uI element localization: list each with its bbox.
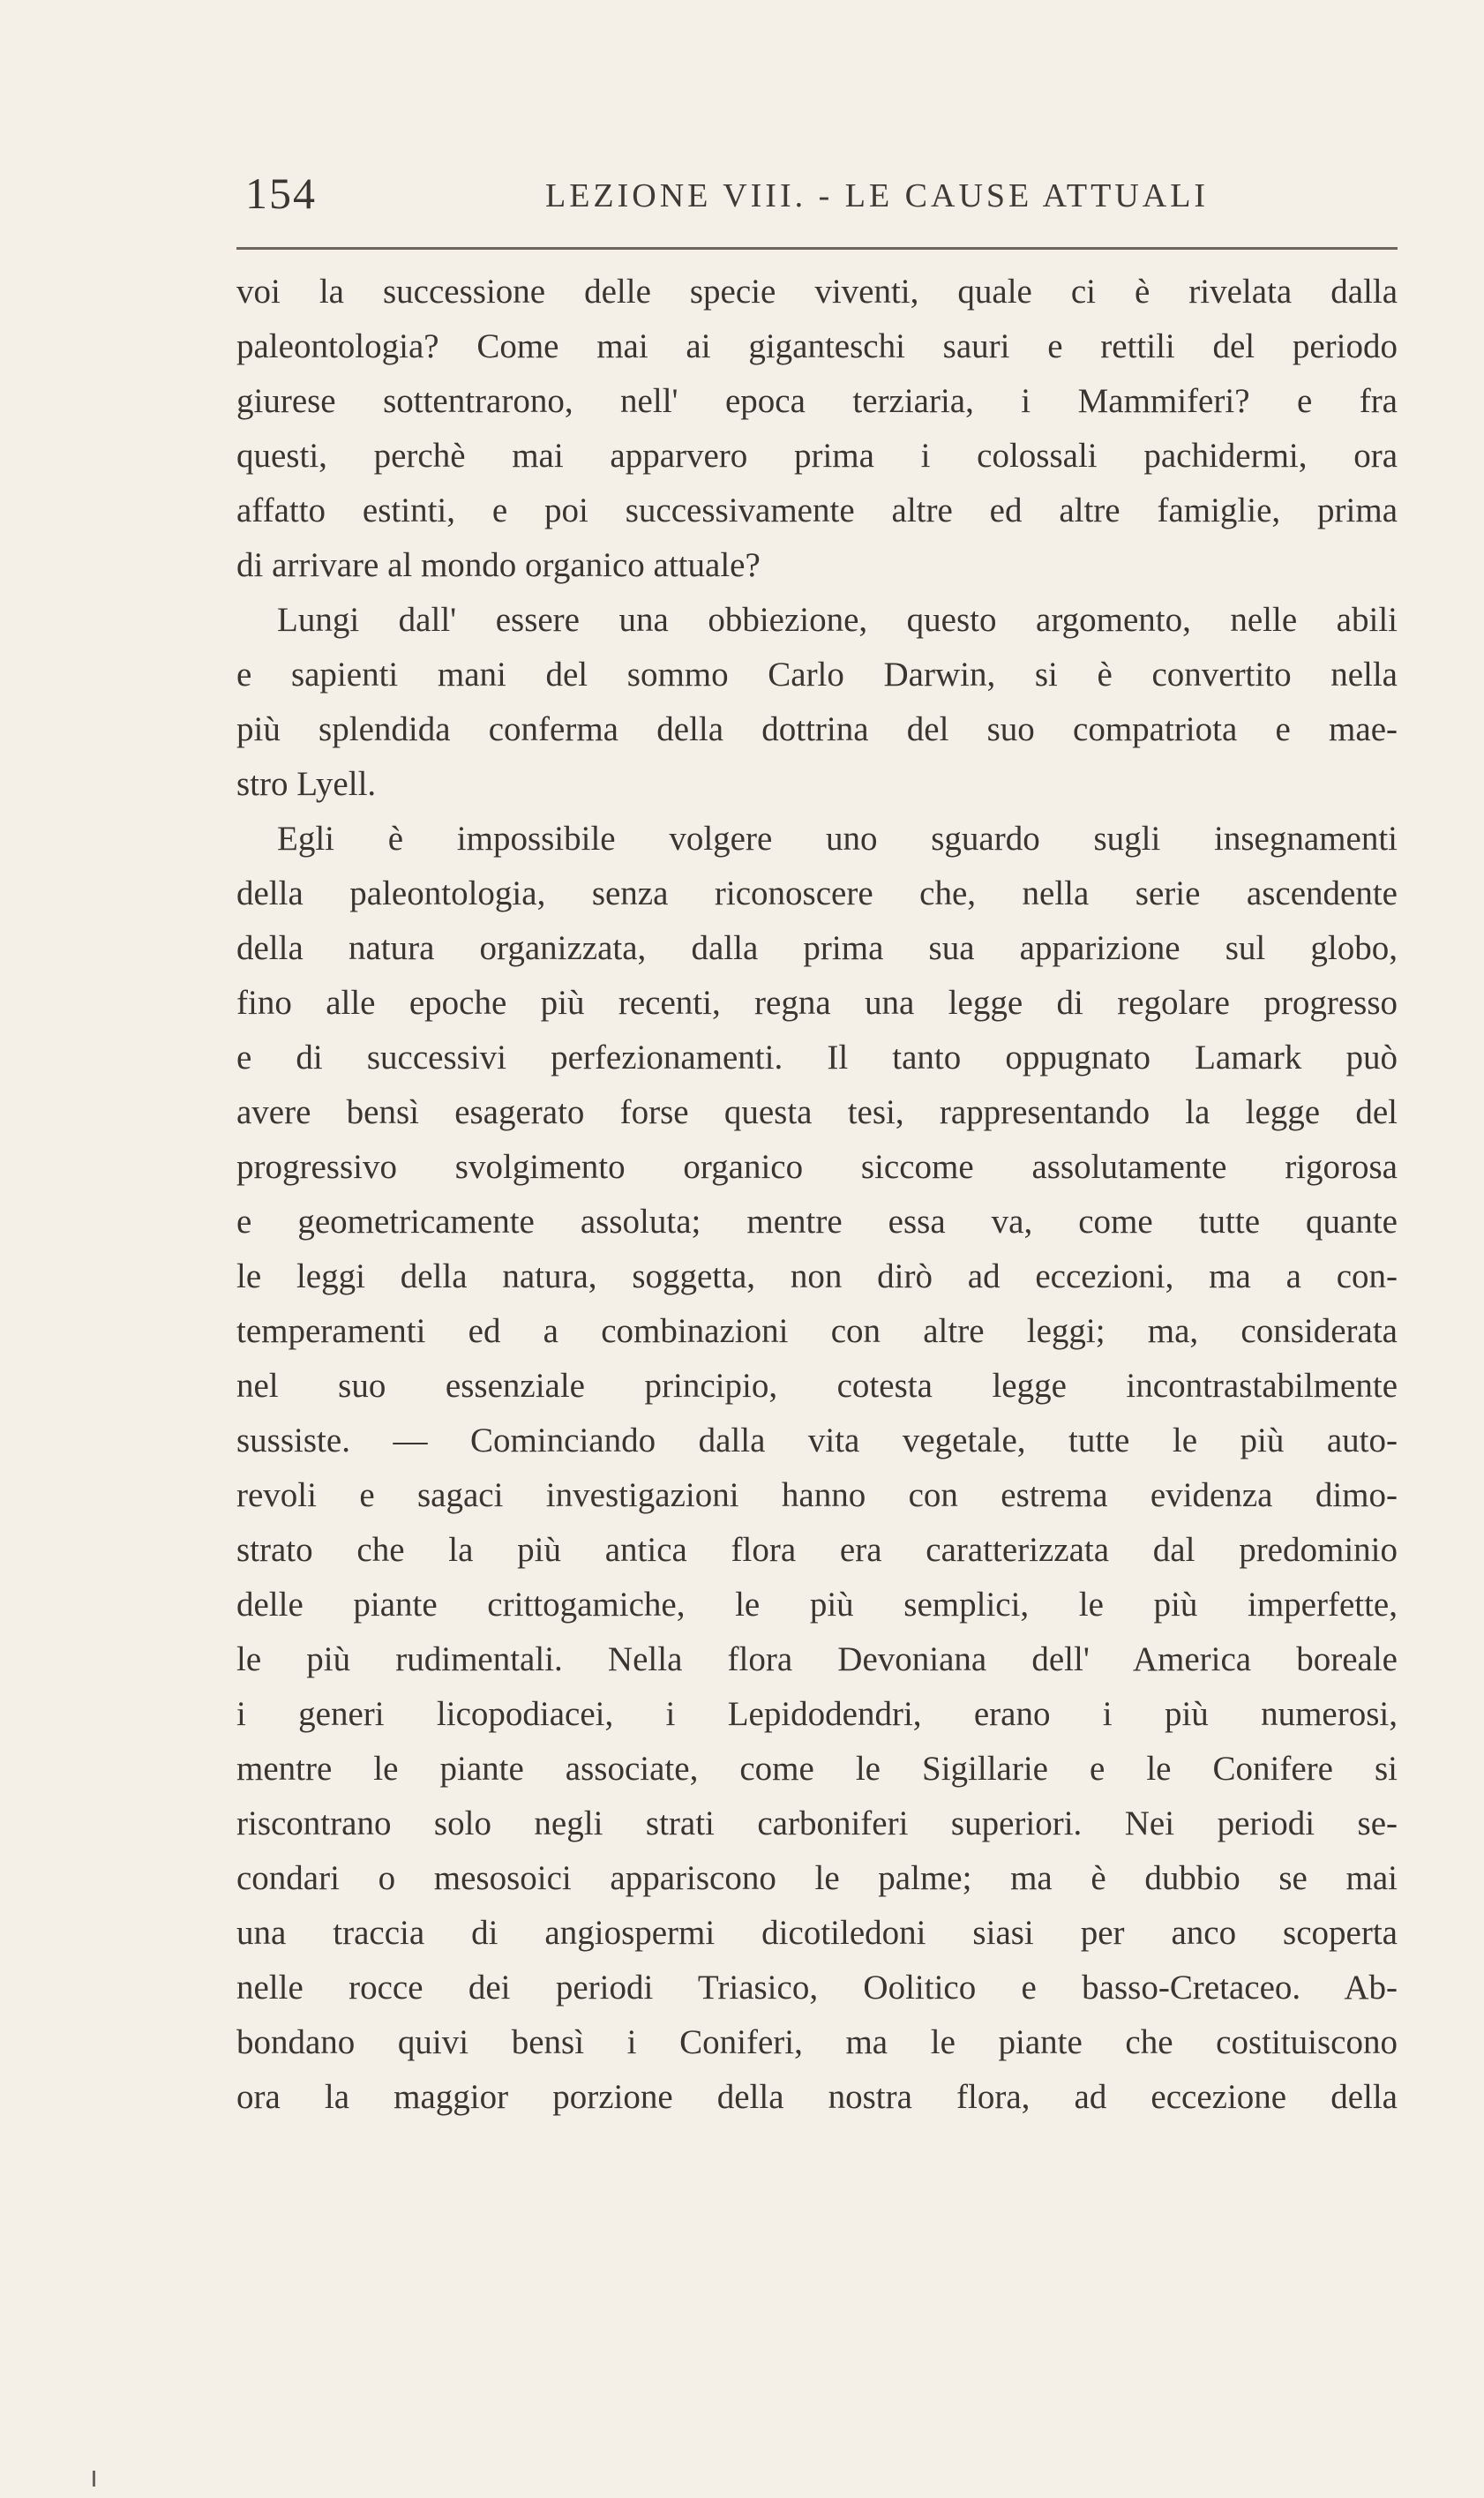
text-line: più splendida conferma della dottrina del suo compatriota e mae- <box>236 710 1398 748</box>
text-line: progressivo svolgimento organico siccome assolutamente rigorosa <box>236 1148 1398 1186</box>
text-line: bondano quivi bensì i Coniferi, ma le piante che costituiscono <box>236 2023 1398 2061</box>
text-line: e sapienti mani del sommo Carlo Darwin, si è convertito nella <box>236 656 1398 694</box>
text-line: della paleontologia, senza riconoscere che, nella serie ascendente <box>236 874 1398 912</box>
text-line: e geometricamente assoluta; mentre essa va, come tutte quante <box>236 1203 1398 1241</box>
text-line: di arrivare al mondo organico attuale? <box>236 546 761 584</box>
text-line: voi la successione delle specie viventi, quale ci è rivelata dalla <box>236 273 1398 311</box>
text-line: nelle rocce dei periodi Triasico, Oolitico e basso-Cretaceo. Ab- <box>236 1969 1398 2007</box>
text-line: condari o mesosoici appariscono le palme; ma è dubbio se mai <box>236 1859 1398 1897</box>
text-line: della natura organizzata, dalla prima sua apparizione sul globo, <box>236 929 1398 967</box>
text-line: temperamenti ed a combinazioni con altre leggi; ma, considerata <box>236 1312 1398 1350</box>
text-line: una traccia di angiospermi dicotiledoni siasi per anco scoperta <box>236 1914 1398 1952</box>
text-line: riscontrano solo negli strati carboniferi superiori. Nei periodi se- <box>236 1804 1398 1842</box>
text-line: le leggi della natura, soggetta, non dirò ad eccezioni, ma a con- <box>236 1257 1398 1295</box>
body-text <box>236 265 1398 2125</box>
margin-mark <box>93 2471 95 2487</box>
running-title: LEZIONE VIII. - LE CAUSE ATTUALI <box>545 177 1210 214</box>
text-line: nel suo essenziale principio, cotesta legge incontrastabilmente <box>236 1367 1398 1405</box>
text-line: Egli è impossibile volgere uno sguardo sugli insegnamenti <box>277 820 1398 858</box>
text-line: affatto estinti, e poi successivamente altre ed altre famiglie, prima <box>236 491 1398 529</box>
text-line: e di successivi perfezionamenti. Il tanto oppugnato Lamark può <box>236 1039 1398 1076</box>
text-line: mentre le piante associate, come le Sigillarie e le Conifere si <box>236 1750 1398 1788</box>
text-line: delle piante crittogamiche, le più semplici, le più imperfette, <box>236 1586 1398 1624</box>
text-line: questi, perchè mai apparvero prima i colossali pachidermi, ora <box>236 437 1398 475</box>
text-line: Lungi dall' essere una obbiezione, questo argomento, nelle abili <box>277 601 1398 639</box>
text-line: avere bensì esagerato forse questa tesi, rappresentando la legge del <box>236 1093 1398 1131</box>
page-number: 154 <box>245 169 317 218</box>
text-line: paleontologia? Come mai ai giganteschi sauri e rettili del periodo <box>236 327 1398 365</box>
text-line: le più rudimentali. Nella flora Devoniana dell' America boreale <box>236 1640 1398 1678</box>
text-line: fino alle epoche più recenti, regna una legge di regolare progresso <box>236 984 1398 1022</box>
text-line: stro Lyell. <box>236 765 377 803</box>
text-line: giurese sottentrarono, nell' epoca terziaria, i Mammiferi? e fra <box>236 382 1398 420</box>
text-line: i generi licopodiacei, i Lepidodendri, erano i più numerosi, <box>236 1695 1398 1733</box>
text-line: strato che la più antica flora era caratterizzata dal predominio <box>236 1531 1398 1569</box>
header-rule <box>236 247 1398 250</box>
text-line: sussiste. — Cominciando dalla vita vegetale, tutte le più auto- <box>236 1422 1398 1459</box>
running-head <box>236 168 1398 229</box>
text-line: revoli e sagaci investigazioni hanno con estrema evidenza dimo- <box>236 1476 1398 1514</box>
text-line: ora la maggior porzione della nostra flora, ad eccezione della <box>236 2078 1398 2116</box>
